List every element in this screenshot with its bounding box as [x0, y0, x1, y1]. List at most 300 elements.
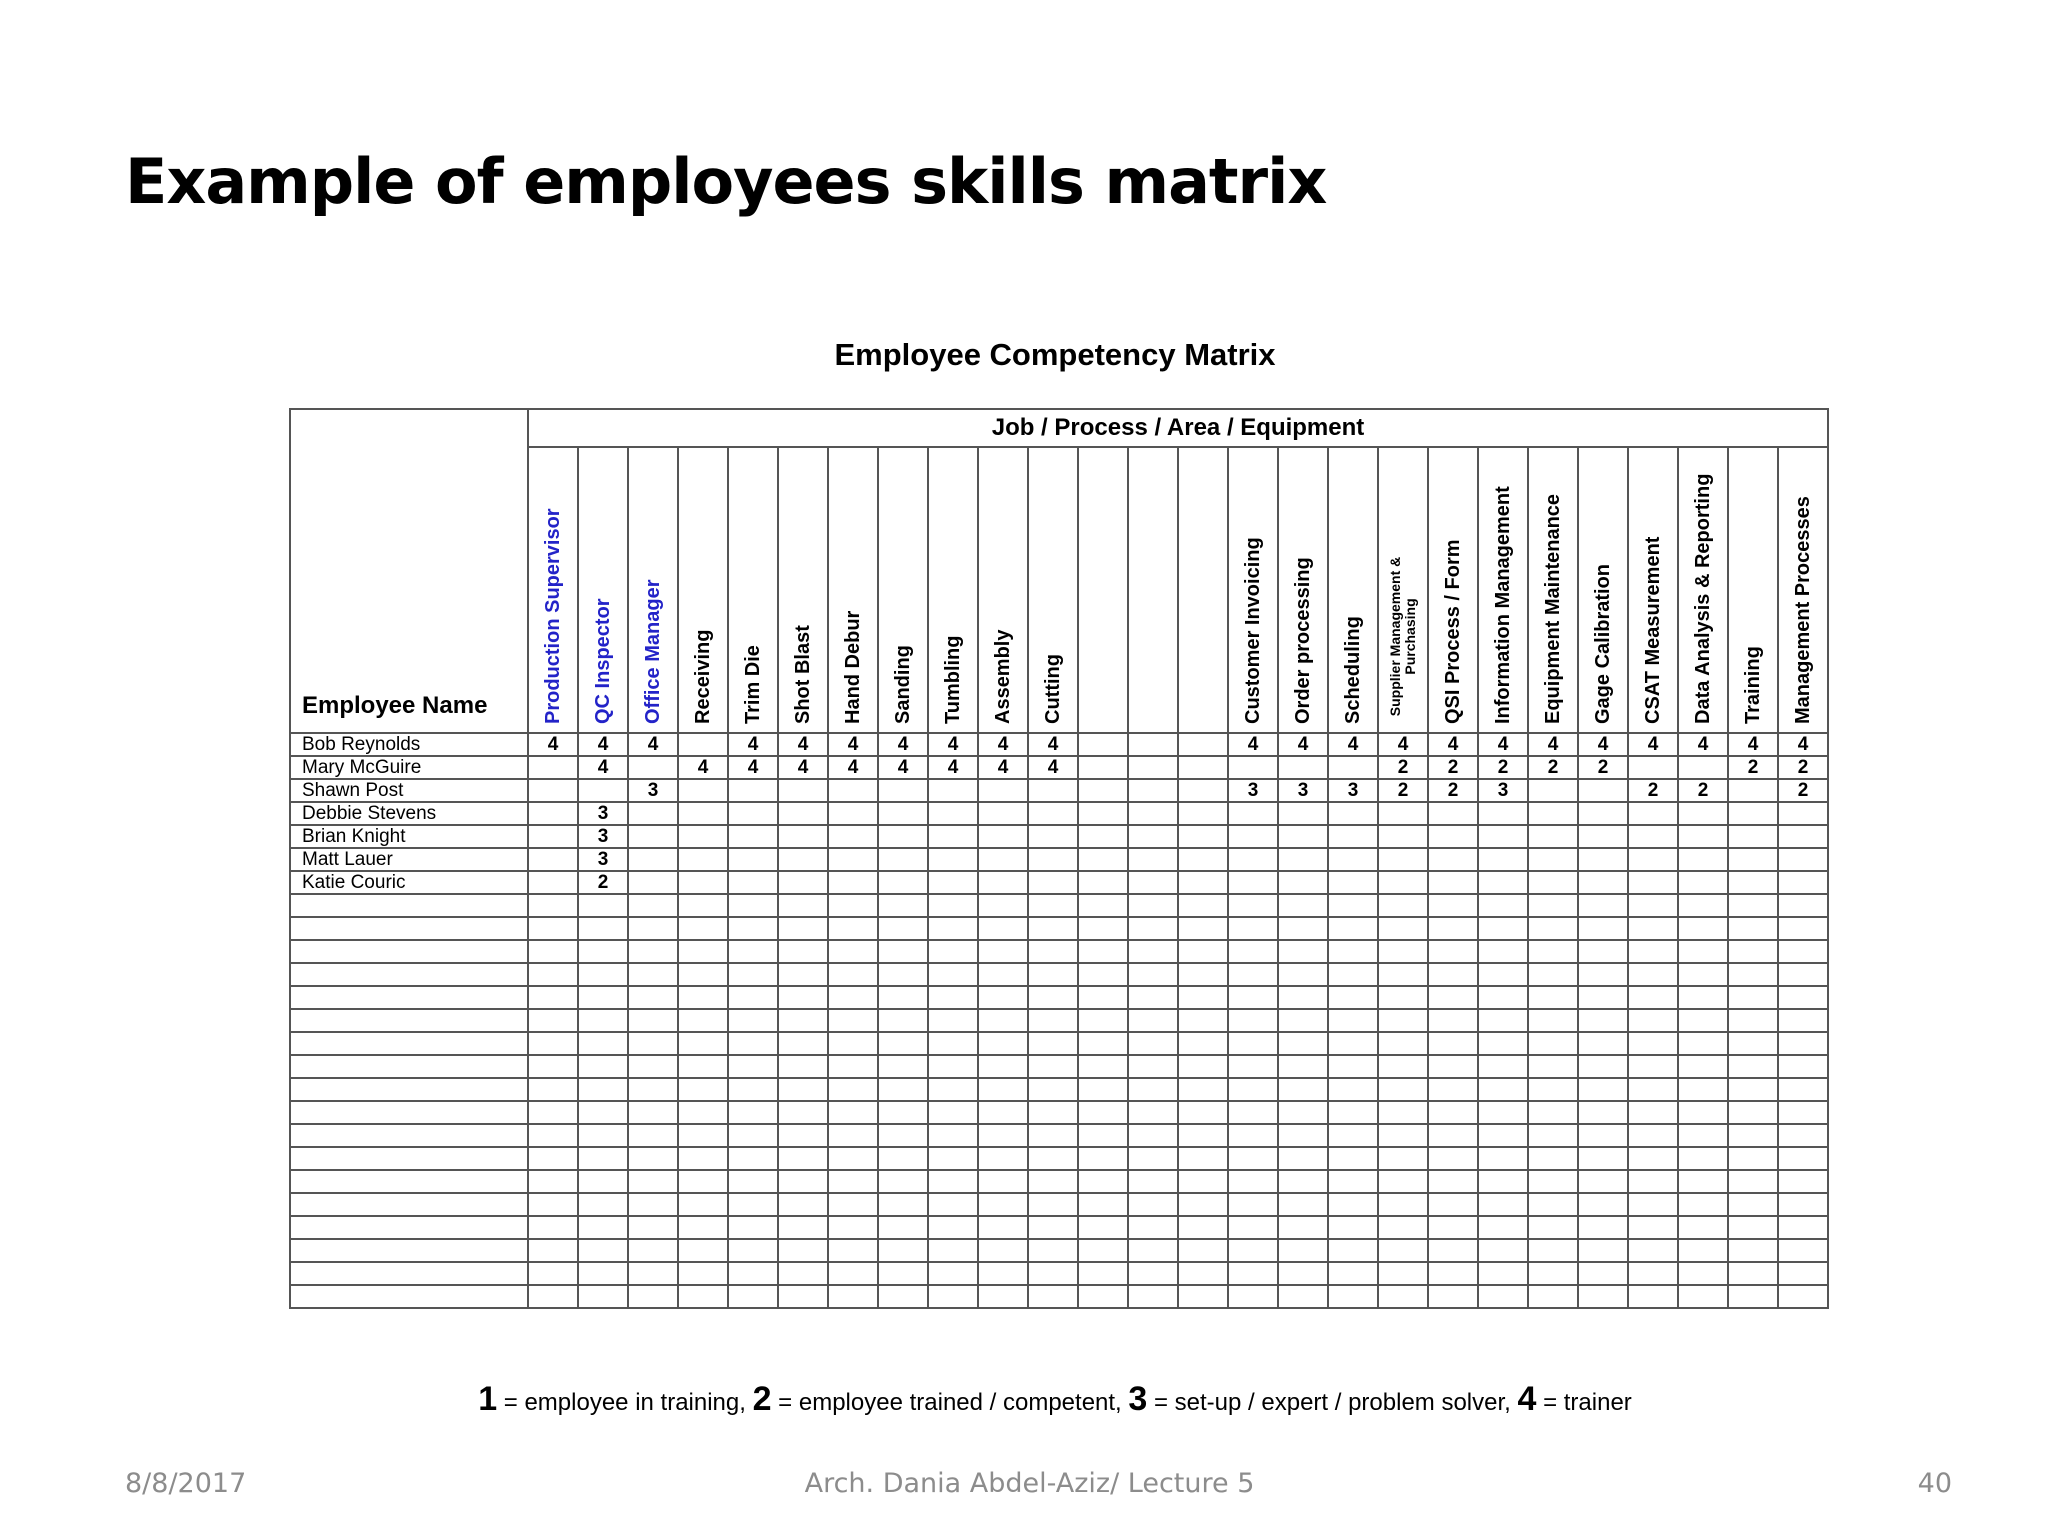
empty-cell — [778, 1078, 828, 1101]
empty-cell — [1028, 1285, 1078, 1308]
rating-cell — [1578, 779, 1628, 802]
empty-cell — [828, 1170, 878, 1193]
legend-text-4: = trainer — [1536, 1389, 1632, 1416]
empty-cell — [1178, 1170, 1228, 1193]
rating-cell — [1628, 756, 1678, 779]
empty-cell — [1278, 963, 1328, 986]
column-label: Shot Blast — [792, 625, 814, 724]
rating-cell — [1728, 848, 1778, 871]
empty-table-row — [290, 940, 1828, 963]
empty-cell — [1728, 986, 1778, 1009]
rating-cell — [1778, 871, 1828, 894]
rating-cell: 2 — [1428, 756, 1478, 779]
column-header — [1678, 447, 1728, 733]
empty-cell — [1628, 1262, 1678, 1285]
empty-cell — [1428, 1239, 1478, 1262]
empty-cell — [1478, 986, 1528, 1009]
empty-cell — [528, 1032, 578, 1055]
empty-cell — [290, 1285, 528, 1308]
rating-cell — [1028, 848, 1078, 871]
empty-cell — [1028, 1193, 1078, 1216]
empty-cell — [878, 1124, 928, 1147]
empty-cell — [1728, 1170, 1778, 1193]
rating-cell: 4 — [1028, 733, 1078, 756]
rating-cell — [978, 871, 1028, 894]
empty-cell — [1028, 1101, 1078, 1124]
empty-cell — [1328, 1055, 1378, 1078]
empty-cell — [1578, 894, 1628, 917]
empty-cell — [628, 1101, 678, 1124]
empty-cell — [528, 963, 578, 986]
empty-cell — [1628, 940, 1678, 963]
empty-cell — [1578, 1170, 1628, 1193]
rating-cell — [928, 848, 978, 871]
empty-cell — [528, 1193, 578, 1216]
empty-cell — [1428, 986, 1478, 1009]
empty-cell — [628, 963, 678, 986]
empty-cell — [1478, 1239, 1528, 1262]
empty-cell — [1728, 1009, 1778, 1032]
rating-cell: 2 — [1378, 779, 1428, 802]
empty-cell — [678, 1239, 728, 1262]
empty-cell — [528, 1262, 578, 1285]
empty-cell — [528, 1078, 578, 1101]
empty-cell — [878, 963, 928, 986]
empty-cell — [528, 1055, 578, 1078]
matrix-body — [290, 733, 1828, 1308]
rating-cell — [528, 825, 578, 848]
column-header — [728, 447, 778, 733]
rating-cell: 3 — [1328, 779, 1378, 802]
empty-table-row — [290, 1101, 1828, 1124]
empty-cell — [678, 1285, 728, 1308]
rating-cell — [1778, 848, 1828, 871]
empty-cell — [1078, 986, 1128, 1009]
empty-cell — [1278, 917, 1328, 940]
empty-cell — [928, 963, 978, 986]
rating-cell — [678, 779, 728, 802]
legend-num-3: 3 — [1128, 1380, 1148, 1418]
empty-cell — [1128, 1262, 1178, 1285]
empty-cell — [1028, 894, 1078, 917]
rating-cell — [878, 871, 928, 894]
rating-cell: 4 — [828, 733, 878, 756]
empty-cell — [1078, 1032, 1128, 1055]
empty-cell — [628, 1009, 678, 1032]
table-row — [290, 756, 1828, 779]
empty-cell — [1178, 1009, 1228, 1032]
empty-cell — [1028, 1078, 1078, 1101]
column-header — [778, 447, 828, 733]
empty-cell — [1228, 1239, 1278, 1262]
rating-cell: 4 — [1028, 756, 1078, 779]
rating-cell — [1178, 848, 1228, 871]
legend — [0, 1380, 2048, 1419]
empty-cell — [578, 986, 628, 1009]
empty-cell — [828, 1055, 878, 1078]
rating-cell — [1678, 802, 1728, 825]
empty-cell — [928, 894, 978, 917]
table-row — [290, 871, 1828, 894]
empty-cell — [1128, 1009, 1178, 1032]
empty-table-row — [290, 917, 1828, 940]
rating-cell — [1328, 802, 1378, 825]
empty-cell — [878, 1101, 928, 1124]
rating-cell: 2 — [1578, 756, 1628, 779]
column-label: Order processing — [1292, 557, 1314, 724]
empty-cell — [828, 1032, 878, 1055]
empty-cell — [1328, 1032, 1378, 1055]
rating-cell — [828, 871, 878, 894]
column-header — [1778, 447, 1828, 733]
rating-cell: 4 — [1278, 733, 1328, 756]
empty-cell — [290, 1170, 528, 1193]
empty-cell — [578, 1055, 628, 1078]
empty-cell — [1728, 1124, 1778, 1147]
employee-name-cell: Bob Reynolds — [290, 733, 528, 756]
empty-cell — [1078, 1009, 1128, 1032]
legend-num-1: 1 — [478, 1380, 498, 1418]
rating-cell — [1028, 825, 1078, 848]
empty-cell — [1778, 1216, 1828, 1239]
empty-cell — [978, 1009, 1028, 1032]
group-header: Job / Process / Area / Equipment — [528, 409, 1828, 447]
rating-cell — [1328, 756, 1378, 779]
legend-text-2: = employee trained / competent, — [771, 1389, 1129, 1416]
empty-cell — [1378, 986, 1428, 1009]
empty-cell — [1178, 1101, 1228, 1124]
empty-cell — [678, 917, 728, 940]
rating-cell: 2 — [1528, 756, 1578, 779]
empty-cell — [1128, 1193, 1178, 1216]
empty-cell — [1578, 1216, 1628, 1239]
empty-cell — [1178, 963, 1228, 986]
empty-cell — [978, 1285, 1028, 1308]
empty-cell — [1328, 1262, 1378, 1285]
empty-cell — [1728, 940, 1778, 963]
slide-title: Example of employees skills matrix — [125, 145, 1327, 218]
empty-cell — [1028, 1170, 1078, 1193]
empty-cell — [678, 1193, 728, 1216]
empty-cell — [728, 1124, 778, 1147]
empty-cell — [1078, 963, 1128, 986]
column-label: QC Inspector — [592, 598, 614, 724]
empty-cell — [1728, 1147, 1778, 1170]
empty-cell — [1028, 1239, 1078, 1262]
empty-table-row — [290, 1285, 1828, 1308]
rating-cell — [728, 802, 778, 825]
empty-cell — [628, 1239, 678, 1262]
rating-cell: 4 — [828, 756, 878, 779]
empty-cell — [728, 1101, 778, 1124]
column-header — [1478, 447, 1528, 733]
empty-cell — [628, 1262, 678, 1285]
empty-cell — [1478, 1262, 1528, 1285]
empty-cell — [1078, 1216, 1128, 1239]
rating-cell — [528, 756, 578, 779]
empty-cell — [878, 1078, 928, 1101]
rating-cell — [778, 779, 828, 802]
empty-cell — [1378, 1101, 1428, 1124]
empty-cell — [1328, 1239, 1378, 1262]
empty-cell — [978, 1055, 1028, 1078]
empty-cell — [1278, 1170, 1328, 1193]
empty-cell — [778, 1124, 828, 1147]
table-row — [290, 848, 1828, 871]
empty-cell — [978, 1193, 1028, 1216]
rating-cell — [1678, 871, 1728, 894]
empty-table-row — [290, 963, 1828, 986]
rating-cell — [1028, 871, 1078, 894]
empty-table-row — [290, 1078, 1828, 1101]
empty-cell — [678, 894, 728, 917]
empty-cell — [978, 1147, 1028, 1170]
empty-cell — [1078, 1055, 1128, 1078]
empty-cell — [1728, 1216, 1778, 1239]
rating-cell: 4 — [528, 733, 578, 756]
rating-cell — [1078, 871, 1128, 894]
empty-cell — [1678, 1124, 1728, 1147]
column-header — [828, 447, 878, 733]
empty-cell — [1628, 1285, 1678, 1308]
employee-name-cell: Mary McGuire — [290, 756, 528, 779]
empty-cell — [290, 917, 528, 940]
empty-cell — [1278, 1285, 1328, 1308]
empty-cell — [1178, 1216, 1228, 1239]
empty-cell — [1678, 940, 1728, 963]
rating-cell — [778, 871, 828, 894]
rating-cell — [628, 756, 678, 779]
column-label: Management Processes — [1792, 496, 1814, 724]
rating-cell: 2 — [1728, 756, 1778, 779]
empty-cell — [1778, 894, 1828, 917]
empty-cell — [828, 1101, 878, 1124]
empty-cell — [628, 940, 678, 963]
empty-cell — [1328, 1124, 1378, 1147]
empty-cell — [628, 1193, 678, 1216]
empty-cell — [728, 1147, 778, 1170]
empty-cell — [778, 1009, 828, 1032]
empty-cell — [978, 1101, 1028, 1124]
empty-cell — [1328, 894, 1378, 917]
empty-cell — [728, 1262, 778, 1285]
rating-cell: 4 — [1728, 733, 1778, 756]
empty-cell — [528, 940, 578, 963]
empty-cell — [1128, 1055, 1178, 1078]
rating-cell — [1578, 871, 1628, 894]
empty-cell — [528, 917, 578, 940]
rating-cell — [878, 848, 928, 871]
empty-cell — [578, 1170, 628, 1193]
empty-cell — [1628, 1124, 1678, 1147]
empty-cell — [1228, 1216, 1278, 1239]
empty-cell — [778, 986, 828, 1009]
empty-cell — [928, 1009, 978, 1032]
rating-cell — [1728, 871, 1778, 894]
empty-cell — [828, 1124, 878, 1147]
empty-cell — [728, 1216, 778, 1239]
rating-cell — [1278, 756, 1328, 779]
empty-cell — [778, 1170, 828, 1193]
rating-cell: 3 — [1228, 779, 1278, 802]
empty-cell — [678, 1055, 728, 1078]
empty-cell — [1528, 1285, 1578, 1308]
column-label: Assembly — [992, 629, 1014, 724]
empty-cell — [1578, 1055, 1628, 1078]
empty-cell — [1428, 1147, 1478, 1170]
empty-cell — [1478, 917, 1528, 940]
empty-cell — [828, 1216, 878, 1239]
empty-table-row — [290, 1193, 1828, 1216]
empty-cell — [1578, 1147, 1628, 1170]
rating-cell — [528, 802, 578, 825]
empty-cell — [1378, 1170, 1428, 1193]
empty-cell — [290, 1055, 528, 1078]
rating-cell: 4 — [778, 756, 828, 779]
empty-cell — [1028, 1147, 1078, 1170]
empty-cell — [928, 1239, 978, 1262]
rating-cell: 4 — [778, 733, 828, 756]
empty-cell — [1128, 1124, 1178, 1147]
rating-cell — [1778, 802, 1828, 825]
empty-cell — [1678, 963, 1728, 986]
empty-cell — [1778, 917, 1828, 940]
empty-cell — [1078, 1262, 1128, 1285]
empty-cell — [628, 1055, 678, 1078]
column-header — [1078, 447, 1128, 733]
empty-cell — [978, 1032, 1028, 1055]
empty-cell — [1428, 1055, 1478, 1078]
empty-table-row — [290, 1009, 1828, 1032]
empty-cell — [1228, 1124, 1278, 1147]
empty-cell — [1478, 1032, 1528, 1055]
rating-cell: 4 — [1478, 733, 1528, 756]
empty-cell — [978, 1262, 1028, 1285]
empty-cell — [828, 986, 878, 1009]
empty-cell — [978, 894, 1028, 917]
rating-cell: 4 — [728, 733, 778, 756]
column-header — [1278, 447, 1328, 733]
empty-cell — [1328, 1285, 1378, 1308]
empty-cell — [678, 1124, 728, 1147]
empty-cell — [928, 940, 978, 963]
footer-date: 8/8/2017 — [125, 1468, 247, 1499]
empty-cell — [578, 1078, 628, 1101]
empty-cell — [528, 1239, 578, 1262]
column-label: Hand Debur — [842, 610, 864, 724]
rating-cell — [1178, 733, 1228, 756]
empty-cell — [878, 917, 928, 940]
empty-cell — [1478, 894, 1528, 917]
empty-cell — [1778, 1239, 1828, 1262]
employee-name-cell: Katie Couric — [290, 871, 528, 894]
empty-cell — [728, 894, 778, 917]
rating-cell — [1128, 733, 1178, 756]
empty-cell — [678, 1170, 728, 1193]
empty-cell — [1528, 940, 1578, 963]
empty-table-row — [290, 1124, 1828, 1147]
rating-cell — [1428, 825, 1478, 848]
empty-cell — [1378, 1262, 1428, 1285]
empty-cell — [290, 1078, 528, 1101]
empty-cell — [1628, 1032, 1678, 1055]
empty-cell — [1778, 1055, 1828, 1078]
empty-cell — [928, 1285, 978, 1308]
column-header — [1578, 447, 1628, 733]
empty-cell — [1578, 963, 1628, 986]
rating-cell: 2 — [1678, 779, 1728, 802]
column-header — [1528, 447, 1578, 733]
empty-cell — [778, 1193, 828, 1216]
empty-cell — [1478, 1101, 1528, 1124]
empty-cell — [290, 963, 528, 986]
empty-cell — [728, 917, 778, 940]
empty-cell — [728, 986, 778, 1009]
empty-cell — [1328, 963, 1378, 986]
empty-cell — [978, 1170, 1028, 1193]
empty-cell — [1028, 1032, 1078, 1055]
rating-cell — [1078, 825, 1128, 848]
empty-cell — [528, 894, 578, 917]
empty-cell — [1528, 986, 1578, 1009]
empty-cell — [1778, 1262, 1828, 1285]
empty-cell — [1628, 1101, 1678, 1124]
rating-cell: 3 — [1278, 779, 1328, 802]
empty-cell — [1228, 986, 1278, 1009]
rating-cell: 4 — [678, 756, 728, 779]
column-header — [1628, 447, 1678, 733]
empty-cell — [1528, 917, 1578, 940]
empty-cell — [1378, 1147, 1428, 1170]
empty-cell — [1678, 1078, 1728, 1101]
rating-cell — [1628, 802, 1678, 825]
rating-cell: 4 — [1428, 733, 1478, 756]
rating-cell — [678, 848, 728, 871]
rating-cell: 4 — [978, 733, 1028, 756]
rating-cell — [728, 848, 778, 871]
empty-cell — [1778, 1101, 1828, 1124]
empty-cell — [1678, 1170, 1728, 1193]
rating-cell: 2 — [1778, 756, 1828, 779]
empty-cell — [778, 1262, 828, 1285]
rating-cell: 4 — [1678, 733, 1728, 756]
rating-cell — [528, 871, 578, 894]
rating-cell — [728, 825, 778, 848]
empty-cell — [628, 1216, 678, 1239]
empty-cell — [1278, 1055, 1328, 1078]
column-header — [978, 447, 1028, 733]
empty-cell — [828, 1285, 878, 1308]
empty-cell — [290, 1147, 528, 1170]
empty-cell — [978, 963, 1028, 986]
empty-cell — [1228, 1193, 1278, 1216]
empty-cell — [1128, 1216, 1178, 1239]
empty-cell — [928, 986, 978, 1009]
empty-cell — [578, 940, 628, 963]
empty-cell — [1428, 1170, 1478, 1193]
empty-cell — [1628, 1239, 1678, 1262]
rating-cell: 2 — [1428, 779, 1478, 802]
empty-cell — [1278, 1124, 1328, 1147]
rating-cell — [1178, 756, 1228, 779]
empty-cell — [1728, 917, 1778, 940]
empty-cell — [1528, 1193, 1578, 1216]
empty-cell — [1778, 1147, 1828, 1170]
empty-cell — [1078, 1239, 1128, 1262]
rating-cell — [1278, 848, 1328, 871]
empty-cell — [978, 1078, 1028, 1101]
empty-cell — [1178, 1262, 1228, 1285]
